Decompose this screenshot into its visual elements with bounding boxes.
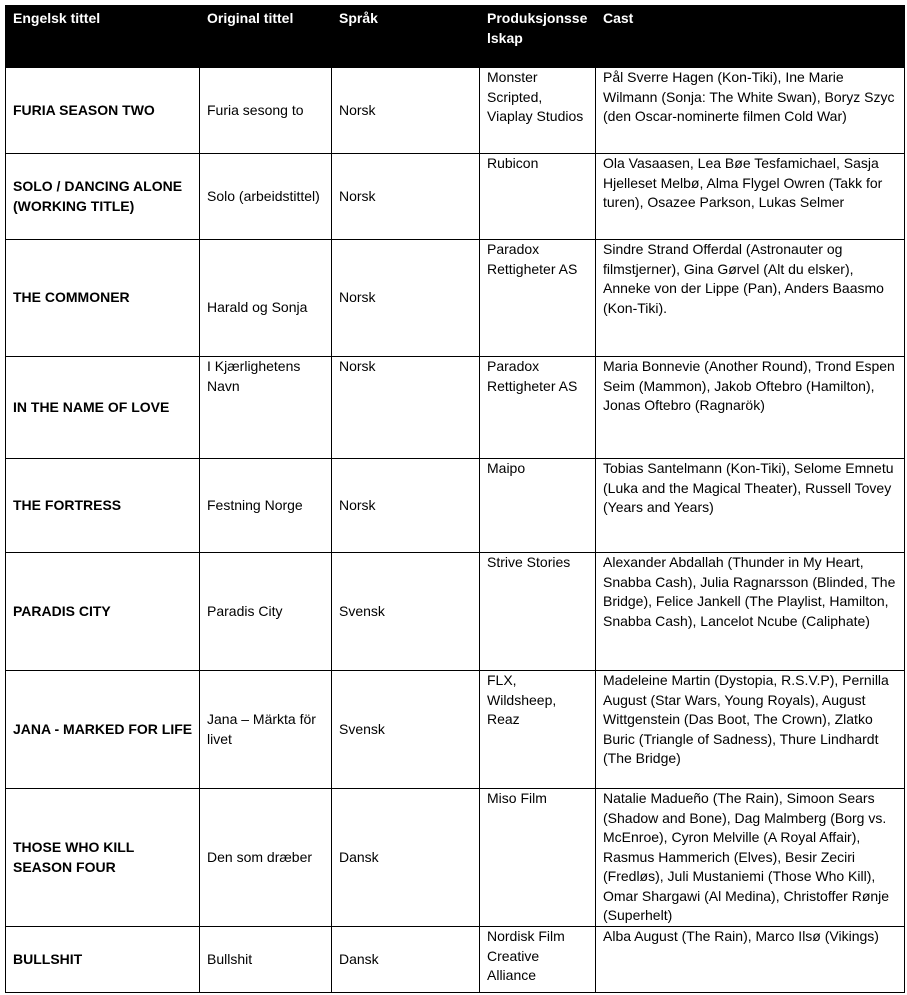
english-title: THOSE WHO KILL SEASON FOUR — [6, 789, 200, 927]
language: Norsk — [332, 357, 480, 459]
cast: Tobias Santelmann (Kon-Tiki), Selome Emnetu (Luka and the Magical Theater), Russell Tovey (Years and Years) — [596, 459, 905, 553]
header-english-title: Engelsk tittel — [6, 6, 200, 68]
english-title: THE FORTRESS — [6, 459, 200, 553]
cast: Sindre Strand Offerdal (Astronauter og filmstjerner), Gina Gørvel (Alt du elsker), Anneke von der Lippe (Pan), Anders Baasmo (Kon-Tiki). — [596, 240, 905, 357]
film-table — [5, 5, 905, 993]
table-row — [6, 68, 905, 154]
original-title: Harald og Sonja — [200, 240, 332, 357]
cast: Alexander Abdallah (Thunder in My Heart, Snabba Cash), Julia Ragnarsson (Blinded, The Bridge), Felice Jankell (The Playlist, Hamilton, Snabba Cash), Lancelot Ncube (Caliphate) — [596, 553, 905, 671]
table-row — [6, 240, 905, 357]
original-title: Jana – Märkta för livet — [200, 671, 332, 789]
table-row — [6, 927, 905, 993]
table-row — [6, 154, 905, 240]
language: Dansk — [332, 789, 480, 927]
table-row — [6, 357, 905, 459]
original-title: Solo (arbeidstittel) — [200, 154, 332, 240]
production-company: Maipo — [480, 459, 596, 553]
table-row — [6, 789, 905, 927]
language: Norsk — [332, 154, 480, 240]
language: Norsk — [332, 240, 480, 357]
english-title: SOLO / DANCING ALONE (WORKING TITLE) — [6, 154, 200, 240]
original-title: Festning Norge — [200, 459, 332, 553]
language: Norsk — [332, 459, 480, 553]
cast: Natalie Madueño (The Rain), Simoon Sears (Shadow and Bone), Dag Malmberg (Borg vs. McEnroe), Cyron Melville (A Royal Affair), Rasmus Hammerich (Elves), Besir Zeciri (Fredløs), Juli Mustaniemi (Those Who Kill), Omar Shargawi (Al Medina), Christoffer Rønje (Superhelt) — [596, 789, 905, 927]
language: Norsk — [332, 68, 480, 154]
original-title: Den som dræber — [200, 789, 332, 927]
production-company: Paradox Rettigheter AS — [480, 357, 596, 459]
english-title: FURIA SEASON TWO — [6, 68, 200, 154]
production-company: FLX, Wildsheep, Reaz — [480, 671, 596, 789]
production-company: Nordisk Film Creative Alliance — [480, 927, 596, 993]
production-company: Monster Scripted, Viaplay Studios — [480, 68, 596, 154]
original-title: I Kjærlighetens Navn — [200, 357, 332, 459]
cast: Madeleine Martin (Dystopia, R.S.V.P), Pernilla August (Star Wars, Young Royals), August Wittgenstein (Das Boot, The Crown), Zlatko Buric (Triangle of Sadness), Thure Lindhardt (The Bridge) — [596, 671, 905, 789]
language: Svensk — [332, 553, 480, 671]
table-row — [6, 553, 905, 671]
header-original-title: Original tittel — [200, 6, 332, 68]
original-title: Paradis City — [200, 553, 332, 671]
cast: Maria Bonnevie (Another Round), Trond Espen Seim (Mammon), Jakob Oftebro (Hamilton), Jonas Oftebro (Ragnarök) — [596, 357, 905, 459]
english-title: JANA - MARKED FOR LIFE — [6, 671, 200, 789]
production-company: Paradox Rettigheter AS — [480, 240, 596, 357]
cast: Alba August (The Rain), Marco Ilsø (Vikings) — [596, 927, 905, 993]
table-row — [6, 459, 905, 553]
header-row — [6, 6, 905, 68]
original-title: Bullshit — [200, 927, 332, 993]
production-company: Miso Film — [480, 789, 596, 927]
english-title: IN THE NAME OF LOVE — [6, 357, 200, 459]
english-title: PARADIS CITY — [6, 553, 200, 671]
table-row — [6, 671, 905, 789]
cast: Pål Sverre Hagen (Kon-Tiki), Ine Marie Wilmann (Sonja: The White Swan), Boryz Szyc (den Oscar-nominerte filmen Cold War) — [596, 68, 905, 154]
production-company: Strive Stories — [480, 553, 596, 671]
cast: Ola Vasaasen, Lea Bøe Tesfamichael, Sasja Hjelleset Melbø, Alma Flygel Owren (Takk for turen), Osazee Parkson, Lukas Selmer — [596, 154, 905, 240]
english-title: BULLSHIT — [6, 927, 200, 993]
english-title: THE COMMONER — [6, 240, 200, 357]
header-production-company: Produksjonsse lskap — [480, 6, 596, 68]
production-company: Rubicon — [480, 154, 596, 240]
language: Dansk — [332, 927, 480, 993]
header-language: Språk — [332, 6, 480, 68]
language: Svensk — [332, 671, 480, 789]
original-title: Furia sesong to — [200, 68, 332, 154]
header-cast: Cast — [596, 6, 905, 68]
